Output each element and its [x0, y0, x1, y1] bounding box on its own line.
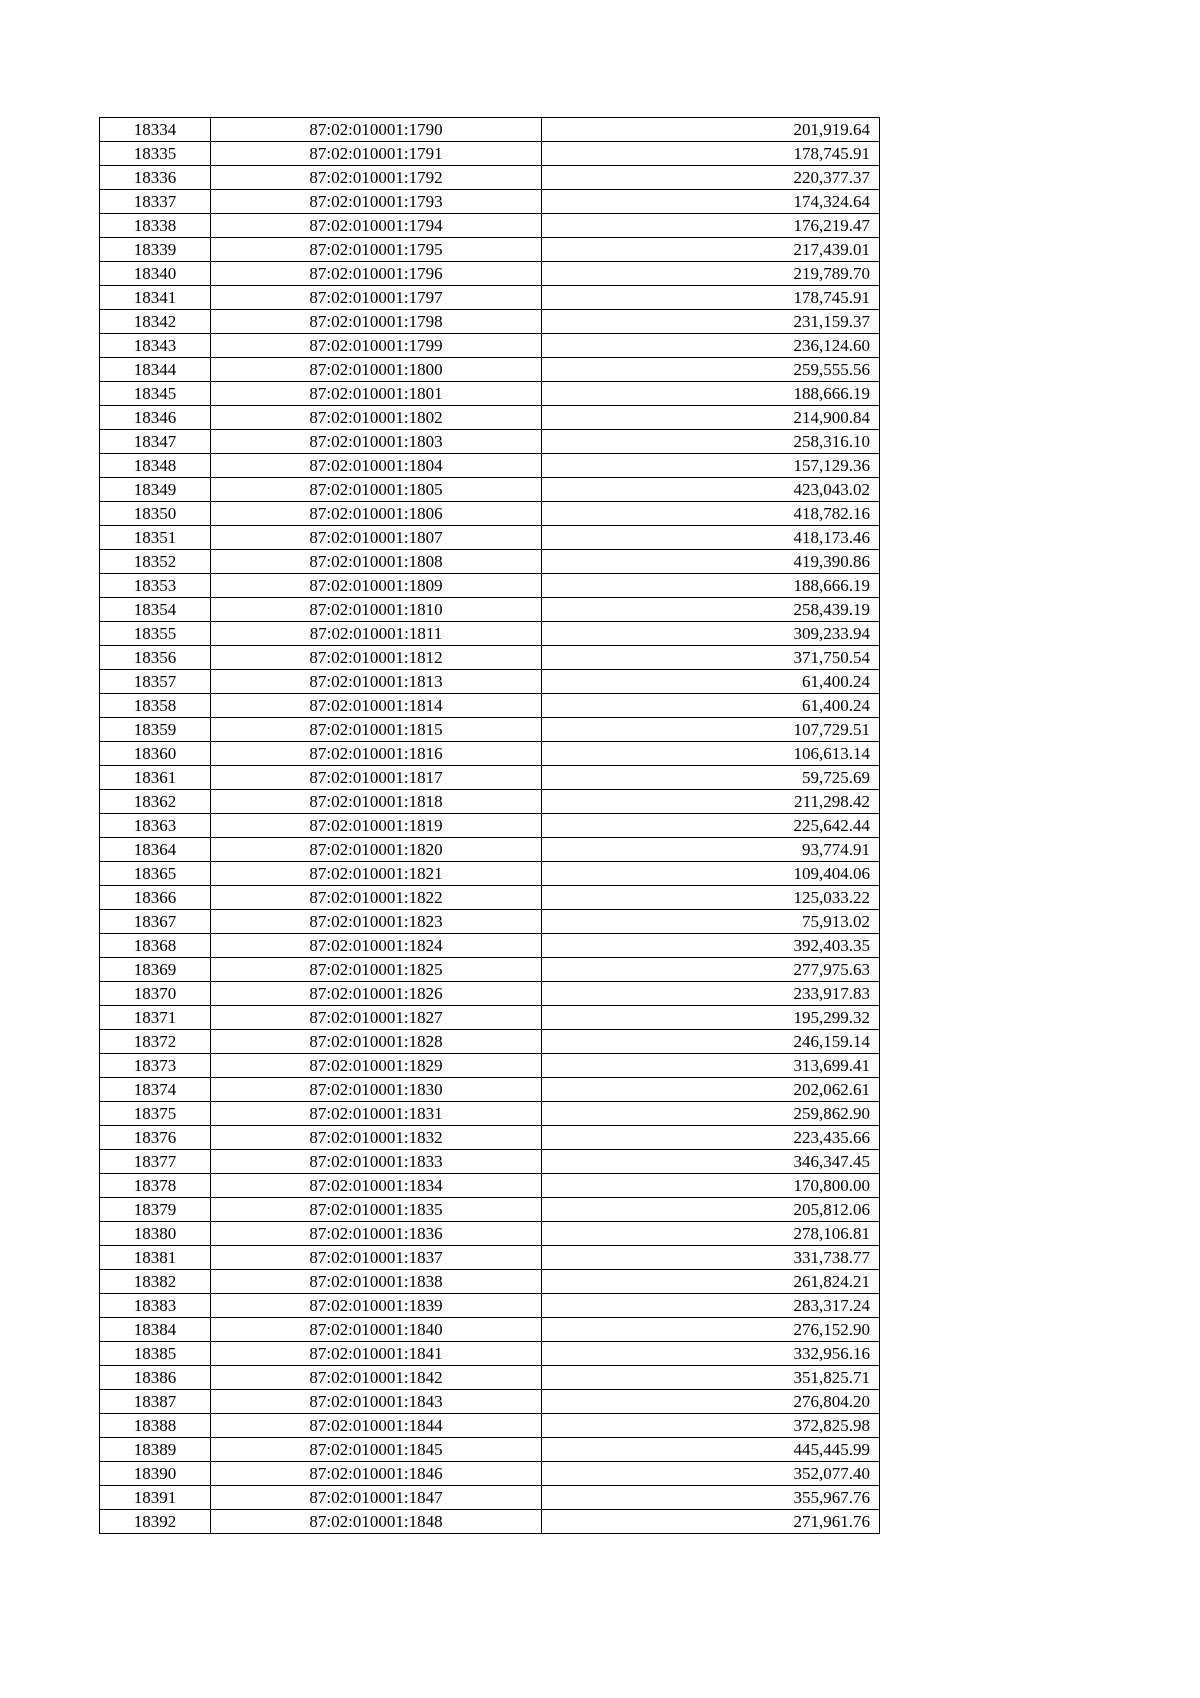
table-row	[100, 838, 880, 862]
cadastral-number-cell: 87:02:010001:1824	[211, 934, 542, 958]
row-number-cell: 18353	[100, 574, 211, 598]
cadastral-number-cell: 87:02:010001:1820	[211, 838, 542, 862]
row-number-cell: 18342	[100, 310, 211, 334]
table-row	[100, 1462, 880, 1486]
row-number-cell: 18391	[100, 1486, 211, 1510]
value-cell: 355,967.76	[542, 1486, 880, 1510]
cadastral-number-cell: 87:02:010001:1840	[211, 1318, 542, 1342]
table-row	[100, 502, 880, 526]
cadastral-number-cell: 87:02:010001:1802	[211, 406, 542, 430]
value-cell: 219,789.70	[542, 262, 880, 286]
table-row	[100, 1294, 880, 1318]
cadastral-number-cell: 87:02:010001:1819	[211, 814, 542, 838]
table-row	[100, 166, 880, 190]
row-number-cell: 18337	[100, 190, 211, 214]
table-row	[100, 598, 880, 622]
table-row	[100, 670, 880, 694]
table-row	[100, 430, 880, 454]
value-cell: 278,106.81	[542, 1222, 880, 1246]
table-row	[100, 1198, 880, 1222]
table-row	[100, 310, 880, 334]
cadastral-number-cell: 87:02:010001:1799	[211, 334, 542, 358]
table-row	[100, 1054, 880, 1078]
table-row	[100, 718, 880, 742]
row-number-cell: 18374	[100, 1078, 211, 1102]
cadastral-number-cell: 87:02:010001:1826	[211, 982, 542, 1006]
value-cell: 61,400.24	[542, 670, 880, 694]
table-row	[100, 910, 880, 934]
value-cell: 418,173.46	[542, 526, 880, 550]
cadastral-number-cell: 87:02:010001:1825	[211, 958, 542, 982]
value-cell: 170,800.00	[542, 1174, 880, 1198]
table-row	[100, 526, 880, 550]
table-row	[100, 1006, 880, 1030]
row-number-cell: 18386	[100, 1366, 211, 1390]
cadastral-number-cell: 87:02:010001:1809	[211, 574, 542, 598]
row-number-cell: 18367	[100, 910, 211, 934]
value-cell: 371,750.54	[542, 646, 880, 670]
table-row	[100, 238, 880, 262]
row-number-cell: 18387	[100, 1390, 211, 1414]
row-number-cell: 18381	[100, 1246, 211, 1270]
value-cell: 277,975.63	[542, 958, 880, 982]
table-row	[100, 334, 880, 358]
cadastral-number-cell: 87:02:010001:1817	[211, 766, 542, 790]
cadastral-number-cell: 87:02:010001:1792	[211, 166, 542, 190]
row-number-cell: 18348	[100, 454, 211, 478]
value-cell: 188,666.19	[542, 382, 880, 406]
row-number-cell: 18372	[100, 1030, 211, 1054]
row-number-cell: 18392	[100, 1510, 211, 1534]
table-row	[100, 1102, 880, 1126]
row-number-cell: 18350	[100, 502, 211, 526]
table-row	[100, 1030, 880, 1054]
table-row	[100, 958, 880, 982]
row-number-cell: 18364	[100, 838, 211, 862]
row-number-cell: 18345	[100, 382, 211, 406]
value-cell: 258,316.10	[542, 430, 880, 454]
cadastral-number-cell: 87:02:010001:1815	[211, 718, 542, 742]
table-row	[100, 1270, 880, 1294]
cadastral-number-cell: 87:02:010001:1807	[211, 526, 542, 550]
value-cell: 59,725.69	[542, 766, 880, 790]
value-cell: 419,390.86	[542, 550, 880, 574]
cadastral-number-cell: 87:02:010001:1848	[211, 1510, 542, 1534]
cadastral-number-cell: 87:02:010001:1816	[211, 742, 542, 766]
cadastral-number-cell: 87:02:010001:1793	[211, 190, 542, 214]
table-row	[100, 1438, 880, 1462]
cadastral-number-cell: 87:02:010001:1800	[211, 358, 542, 382]
value-cell: 236,124.60	[542, 334, 880, 358]
cadastral-number-cell: 87:02:010001:1835	[211, 1198, 542, 1222]
cadastral-number-cell: 87:02:010001:1790	[211, 118, 542, 142]
cadastral-number-cell: 87:02:010001:1791	[211, 142, 542, 166]
row-number-cell: 18347	[100, 430, 211, 454]
row-number-cell: 18370	[100, 982, 211, 1006]
cadastral-number-cell: 87:02:010001:1810	[211, 598, 542, 622]
row-number-cell: 18351	[100, 526, 211, 550]
value-cell: 217,439.01	[542, 238, 880, 262]
table-row	[100, 982, 880, 1006]
cadastral-number-cell: 87:02:010001:1818	[211, 790, 542, 814]
cadastral-number-cell: 87:02:010001:1834	[211, 1174, 542, 1198]
data-table	[99, 117, 880, 1534]
table-row	[100, 1246, 880, 1270]
row-number-cell: 18334	[100, 118, 211, 142]
row-number-cell: 18389	[100, 1438, 211, 1462]
cadastral-number-cell: 87:02:010001:1808	[211, 550, 542, 574]
value-cell: 205,812.06	[542, 1198, 880, 1222]
row-number-cell: 18390	[100, 1462, 211, 1486]
row-number-cell: 18359	[100, 718, 211, 742]
value-cell: 225,642.44	[542, 814, 880, 838]
value-cell: 261,824.21	[542, 1270, 880, 1294]
cadastral-number-cell: 87:02:010001:1811	[211, 622, 542, 646]
cadastral-number-cell: 87:02:010001:1803	[211, 430, 542, 454]
table-row	[100, 382, 880, 406]
value-cell: 331,738.77	[542, 1246, 880, 1270]
table-row	[100, 1486, 880, 1510]
table-row	[100, 1174, 880, 1198]
row-number-cell: 18360	[100, 742, 211, 766]
table-row	[100, 574, 880, 598]
table-row	[100, 766, 880, 790]
table-row	[100, 1222, 880, 1246]
cadastral-number-cell: 87:02:010001:1837	[211, 1246, 542, 1270]
row-number-cell: 18341	[100, 286, 211, 310]
row-number-cell: 18376	[100, 1126, 211, 1150]
row-number-cell: 18358	[100, 694, 211, 718]
cadastral-number-cell: 87:02:010001:1843	[211, 1390, 542, 1414]
table-row	[100, 1390, 880, 1414]
value-cell: 313,699.41	[542, 1054, 880, 1078]
table-body	[100, 118, 880, 1534]
table-row	[100, 1342, 880, 1366]
value-cell: 423,043.02	[542, 478, 880, 502]
cadastral-number-cell: 87:02:010001:1805	[211, 478, 542, 502]
table-row	[100, 1078, 880, 1102]
row-number-cell: 18357	[100, 670, 211, 694]
value-cell: 233,917.83	[542, 982, 880, 1006]
table-row	[100, 190, 880, 214]
value-cell: 211,298.42	[542, 790, 880, 814]
row-number-cell: 18379	[100, 1198, 211, 1222]
table-row	[100, 358, 880, 382]
row-number-cell: 18369	[100, 958, 211, 982]
table-row	[100, 1510, 880, 1534]
row-number-cell: 18352	[100, 550, 211, 574]
row-number-cell: 18375	[100, 1102, 211, 1126]
row-number-cell: 18361	[100, 766, 211, 790]
cadastral-number-cell: 87:02:010001:1845	[211, 1438, 542, 1462]
row-number-cell: 18338	[100, 214, 211, 238]
cadastral-number-cell: 87:02:010001:1795	[211, 238, 542, 262]
cadastral-number-cell: 87:02:010001:1822	[211, 886, 542, 910]
table-row	[100, 814, 880, 838]
row-number-cell: 18385	[100, 1342, 211, 1366]
value-cell: 259,555.56	[542, 358, 880, 382]
table-row	[100, 646, 880, 670]
value-cell: 93,774.91	[542, 838, 880, 862]
value-cell: 259,862.90	[542, 1102, 880, 1126]
table-row	[100, 694, 880, 718]
cadastral-number-cell: 87:02:010001:1814	[211, 694, 542, 718]
value-cell: 352,077.40	[542, 1462, 880, 1486]
row-number-cell: 18336	[100, 166, 211, 190]
value-cell: 276,152.90	[542, 1318, 880, 1342]
value-cell: 351,825.71	[542, 1366, 880, 1390]
table-row	[100, 934, 880, 958]
cadastral-number-cell: 87:02:010001:1832	[211, 1126, 542, 1150]
value-cell: 202,062.61	[542, 1078, 880, 1102]
value-cell: 231,159.37	[542, 310, 880, 334]
value-cell: 176,219.47	[542, 214, 880, 238]
value-cell: 276,804.20	[542, 1390, 880, 1414]
cadastral-number-cell: 87:02:010001:1794	[211, 214, 542, 238]
cadastral-number-cell: 87:02:010001:1801	[211, 382, 542, 406]
row-number-cell: 18383	[100, 1294, 211, 1318]
cadastral-number-cell: 87:02:010001:1831	[211, 1102, 542, 1126]
value-cell: 258,439.19	[542, 598, 880, 622]
cadastral-number-cell: 87:02:010001:1847	[211, 1486, 542, 1510]
cadastral-number-cell: 87:02:010001:1813	[211, 670, 542, 694]
row-number-cell: 18343	[100, 334, 211, 358]
row-number-cell: 18355	[100, 622, 211, 646]
value-cell: 178,745.91	[542, 286, 880, 310]
cadastral-number-cell: 87:02:010001:1839	[211, 1294, 542, 1318]
row-number-cell: 18339	[100, 238, 211, 262]
value-cell: 109,404.06	[542, 862, 880, 886]
table-row	[100, 454, 880, 478]
value-cell: 178,745.91	[542, 142, 880, 166]
cadastral-number-cell: 87:02:010001:1842	[211, 1366, 542, 1390]
row-number-cell: 18378	[100, 1174, 211, 1198]
cadastral-number-cell: 87:02:010001:1829	[211, 1054, 542, 1078]
value-cell: 188,666.19	[542, 574, 880, 598]
value-cell: 125,033.22	[542, 886, 880, 910]
row-number-cell: 18365	[100, 862, 211, 886]
table-row	[100, 1126, 880, 1150]
value-cell: 223,435.66	[542, 1126, 880, 1150]
value-cell: 201,919.64	[542, 118, 880, 142]
table-row	[100, 742, 880, 766]
cadastral-number-cell: 87:02:010001:1833	[211, 1150, 542, 1174]
value-cell: 195,299.32	[542, 1006, 880, 1030]
value-cell: 309,233.94	[542, 622, 880, 646]
value-cell: 174,324.64	[542, 190, 880, 214]
table-row	[100, 1318, 880, 1342]
value-cell: 392,403.35	[542, 934, 880, 958]
cadastral-number-cell: 87:02:010001:1836	[211, 1222, 542, 1246]
value-cell: 372,825.98	[542, 1414, 880, 1438]
row-number-cell: 18380	[100, 1222, 211, 1246]
table-row	[100, 214, 880, 238]
row-number-cell: 18363	[100, 814, 211, 838]
table-row	[100, 142, 880, 166]
cadastral-number-cell: 87:02:010001:1821	[211, 862, 542, 886]
cadastral-number-cell: 87:02:010001:1838	[211, 1270, 542, 1294]
cadastral-number-cell: 87:02:010001:1823	[211, 910, 542, 934]
table-row	[100, 1150, 880, 1174]
row-number-cell: 18340	[100, 262, 211, 286]
table-row	[100, 886, 880, 910]
cadastral-number-cell: 87:02:010001:1812	[211, 646, 542, 670]
row-number-cell: 18335	[100, 142, 211, 166]
cadastral-number-cell: 87:02:010001:1796	[211, 262, 542, 286]
table-row	[100, 862, 880, 886]
row-number-cell: 18346	[100, 406, 211, 430]
cadastral-number-cell: 87:02:010001:1846	[211, 1462, 542, 1486]
value-cell: 346,347.45	[542, 1150, 880, 1174]
row-number-cell: 18371	[100, 1006, 211, 1030]
row-number-cell: 18362	[100, 790, 211, 814]
table-row	[100, 790, 880, 814]
cadastral-number-cell: 87:02:010001:1797	[211, 286, 542, 310]
value-cell: 283,317.24	[542, 1294, 880, 1318]
row-number-cell: 18366	[100, 886, 211, 910]
table-row	[100, 286, 880, 310]
table-row	[100, 406, 880, 430]
table-row	[100, 1414, 880, 1438]
row-number-cell: 18368	[100, 934, 211, 958]
value-cell: 61,400.24	[542, 694, 880, 718]
value-cell: 418,782.16	[542, 502, 880, 526]
cadastral-number-cell: 87:02:010001:1806	[211, 502, 542, 526]
value-cell: 75,913.02	[542, 910, 880, 934]
value-cell: 220,377.37	[542, 166, 880, 190]
value-cell: 107,729.51	[542, 718, 880, 742]
value-cell: 445,445.99	[542, 1438, 880, 1462]
table-row	[100, 550, 880, 574]
row-number-cell: 18344	[100, 358, 211, 382]
value-cell: 332,956.16	[542, 1342, 880, 1366]
row-number-cell: 18384	[100, 1318, 211, 1342]
value-cell: 271,961.76	[542, 1510, 880, 1534]
value-cell: 214,900.84	[542, 406, 880, 430]
row-number-cell: 18356	[100, 646, 211, 670]
row-number-cell: 18388	[100, 1414, 211, 1438]
table-row	[100, 262, 880, 286]
row-number-cell: 18377	[100, 1150, 211, 1174]
cadastral-number-cell: 87:02:010001:1844	[211, 1414, 542, 1438]
value-cell: 157,129.36	[542, 454, 880, 478]
cadastral-number-cell: 87:02:010001:1804	[211, 454, 542, 478]
cadastral-number-cell: 87:02:010001:1798	[211, 310, 542, 334]
table-row	[100, 622, 880, 646]
cadastral-number-cell: 87:02:010001:1827	[211, 1006, 542, 1030]
table-row	[100, 118, 880, 142]
table-row	[100, 1366, 880, 1390]
cadastral-number-cell: 87:02:010001:1830	[211, 1078, 542, 1102]
table-row	[100, 478, 880, 502]
cadastral-number-cell: 87:02:010001:1828	[211, 1030, 542, 1054]
value-cell: 246,159.14	[542, 1030, 880, 1054]
row-number-cell: 18373	[100, 1054, 211, 1078]
row-number-cell: 18349	[100, 478, 211, 502]
value-cell: 106,613.14	[542, 742, 880, 766]
row-number-cell: 18354	[100, 598, 211, 622]
row-number-cell: 18382	[100, 1270, 211, 1294]
cadastral-number-cell: 87:02:010001:1841	[211, 1342, 542, 1366]
